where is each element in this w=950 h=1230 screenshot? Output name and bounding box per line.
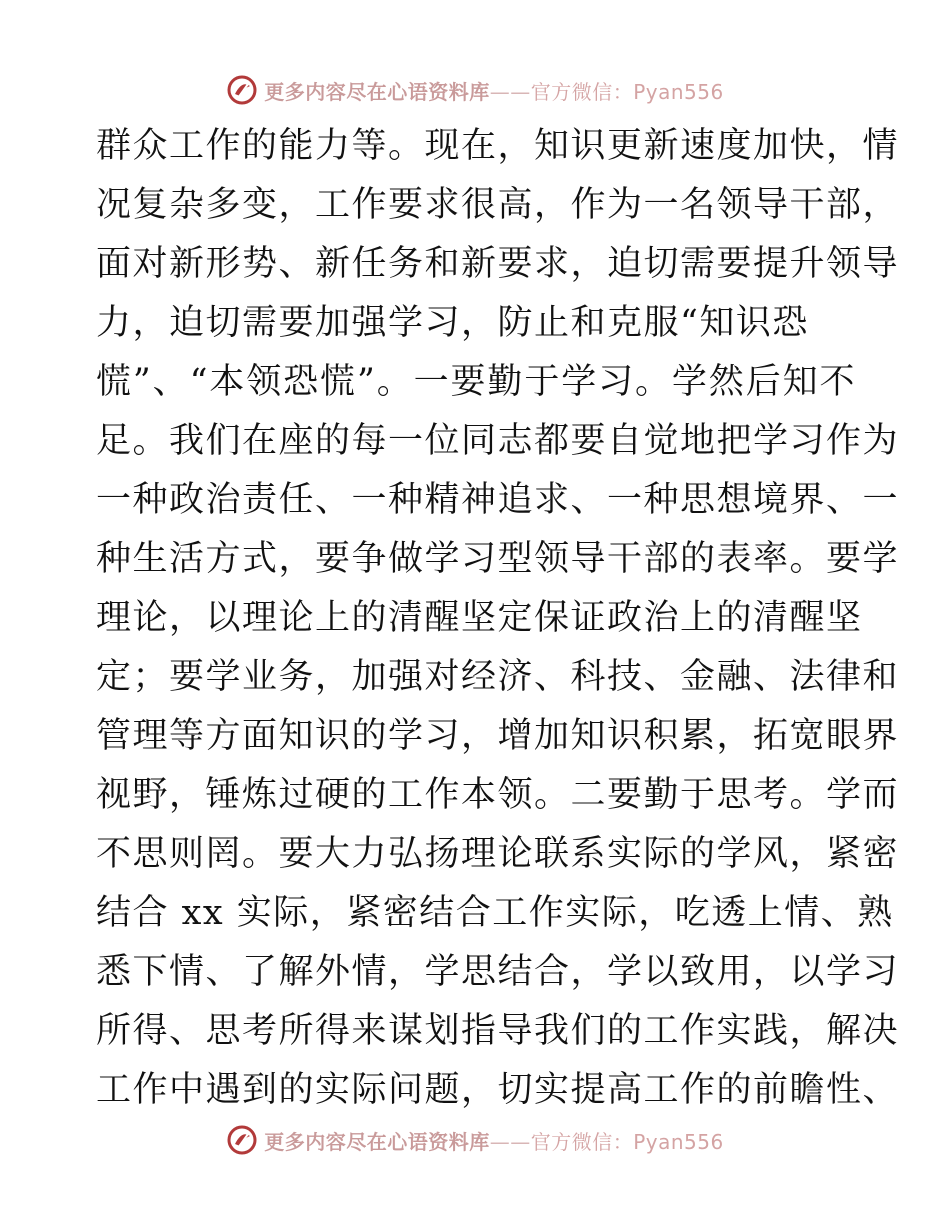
text-line: 所得、思考所得来谋划指导我们的工作实践，解决 xyxy=(96,1011,900,1051)
text-line: 理论，以理论上的清醒坚定保证政治上的清醒坚 xyxy=(96,598,863,638)
text-line: 种生活方式，要争做学习型领导干部的表率。要学 xyxy=(96,539,900,579)
text-line: 悉下情、了解外情，学思结合，学以致用，以学习 xyxy=(96,952,900,992)
text-line: 慌”、“本领恐慌”。一要勤于学习。学然后知不 xyxy=(96,362,856,402)
text-line: 工作中遇到的实际问题，切实提高工作的前瞻性、 xyxy=(96,1070,900,1110)
header-watermark xyxy=(0,70,950,110)
header-separator: —— xyxy=(489,79,531,104)
footer-text xyxy=(264,1126,724,1155)
text-line: 结合 xx 实际，紧密结合工作实际，吃透上情、熟 xyxy=(96,893,894,933)
document-body xyxy=(96,117,900,1120)
footer-separator: —— xyxy=(489,1129,531,1154)
text-line: 一种政治责任、一种精神追求、一种思想境界、一 xyxy=(96,480,900,520)
red-swirl-logo-icon xyxy=(226,1124,258,1156)
text-line: 视野，锤炼过硬的工作本领。二要勤于思考。学而 xyxy=(96,775,900,815)
footer-watermark xyxy=(0,1120,950,1160)
text-line: 不思则罔。要大力弘扬理论联系实际的学风，紧密 xyxy=(96,834,900,874)
text-line: 况复杂多变，工作要求很高，作为一名领导干部， xyxy=(96,185,900,225)
red-swirl-logo-icon xyxy=(226,74,258,106)
text-line: 定；要学业务，加强对经济、科技、金融、法律和 xyxy=(96,657,900,697)
footer-brand: 更多内容尽在心语资料库 xyxy=(264,1129,490,1154)
header-brand: 更多内容尽在心语资料库 xyxy=(264,79,490,104)
text-line: 面对新形势、新任务和新要求，迫切需要提升领导 xyxy=(96,244,900,284)
text-line: 足。我们在座的每一位同志都要自觉地把学习作为 xyxy=(96,421,900,461)
footer-wechat: 官方微信：Pyan556 xyxy=(530,1129,724,1154)
header-text xyxy=(264,76,724,105)
header-wechat: 官方微信：Pyan556 xyxy=(530,79,724,104)
text-line: 群众工作的能力等。现在，知识更新速度加快，情 xyxy=(96,126,900,166)
text-line: 力，迫切需要加强学习，防止和克服“知识恐 xyxy=(96,303,809,343)
text-line: 管理等方面知识的学习，增加知识积累，拓宽眼界 xyxy=(96,716,900,756)
